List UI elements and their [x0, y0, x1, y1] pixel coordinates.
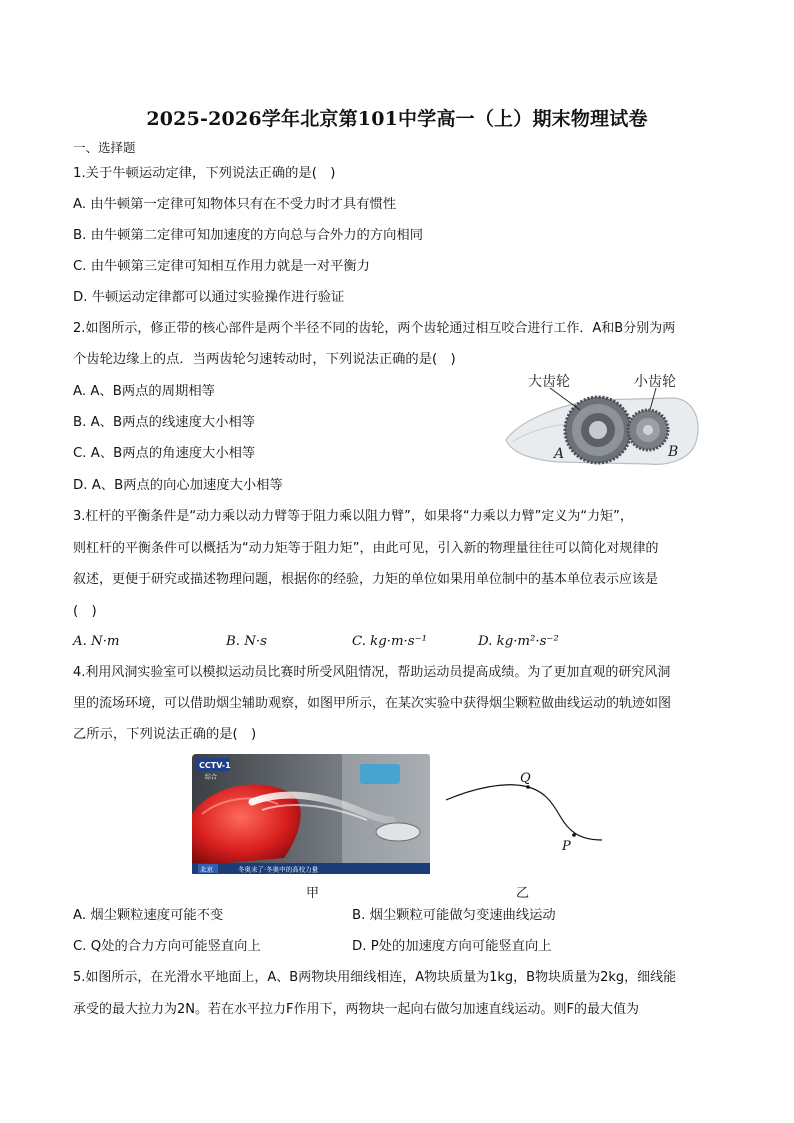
q2-option-b: B. A、B两点的线速度大小相等 — [73, 415, 256, 430]
correction-tape-figure — [498, 362, 708, 474]
q2-option-d: D. A、B两点的向心加速度大小相等 — [73, 478, 283, 493]
point-a-label: A — [554, 446, 565, 462]
cctv-channel: 综合 — [205, 774, 218, 781]
trajectory-curve — [446, 785, 602, 840]
q4-stem-line3: 乙所示，下列说法正确的是( ) — [73, 727, 257, 742]
q1-option-a: A. 由牛顿第一定律可知物体只有在不受力时才具有惯性 — [73, 197, 397, 212]
q3-option-b: B. N·s — [226, 634, 267, 649]
section-heading: 一、选择题 — [73, 140, 136, 155]
q4-option-a: A. 烟尘颗粒速度可能不变 — [73, 908, 224, 923]
small-gear-label: 小齿轮 — [634, 374, 676, 390]
q4-option-c: C. Q处的合力方向可能竖直向上 — [73, 939, 261, 954]
point-b-label: B — [668, 444, 679, 460]
q4-stem-line1: 4.利用风洞实验室可以模拟运动员比赛时所受风阻情况，帮助运动员提高成绩。为了更加直观的研究风洞 — [73, 665, 671, 680]
trajectory-figure — [444, 772, 606, 854]
q3-stem-line4: ( ) — [73, 604, 97, 619]
q3-option-d: D. kg·m²·s⁻² — [478, 634, 559, 649]
q1-option-d: D. 牛顿运动定律都可以通过实验操作进行验证 — [73, 290, 345, 305]
q2-stem-line2: 个齿轮边缘上的点．当两齿轮匀速转动时，下列说法正确的是( ) — [73, 352, 456, 367]
cctv-logo: CCTV-1 — [199, 761, 231, 770]
big-gear-hub — [589, 421, 607, 439]
q4-option-b: B. 烟尘颗粒可能做匀变速曲线运动 — [352, 908, 556, 923]
q3-stem-line2: 则杠杆的平衡条件可以概括为“动力矩等于阻力矩”，由此可见，引入新的物理量往往可以简化对规律的 — [73, 541, 659, 556]
q3-stem-line3: 叙述，更便于研究或描述物理问题，根据你的经验，力矩的单位如果用单位制中的基本单位表示应该是 — [73, 572, 659, 587]
q3-stem-line1: 3.杠杆的平衡条件是“动力乘以动力臂等于阻力乘以阻力臂”，如果将“力乘以力臂”定义为“力矩”， — [73, 509, 633, 524]
city-label: 北京 — [200, 865, 213, 874]
point-p-label: P — [562, 839, 571, 854]
figure-jia-caption: 甲 — [306, 886, 320, 901]
q2-stem-line1: 2.如图所示，修正带的核心部件是两个半径不同的齿轮，两个齿轮通过相互咬合进行工作．A和B分别为两 — [73, 321, 676, 336]
q1-option-b: B. 由牛顿第二定律可知加速度的方向总与合外力的方向相同 — [73, 228, 423, 243]
point-p-dot — [572, 833, 576, 837]
q2-option-a: A. A、B两点的周期相等 — [73, 384, 215, 399]
olympic-badge — [360, 764, 400, 784]
wind-tunnel-photo — [192, 754, 430, 874]
smoke-nozzle — [376, 823, 420, 841]
q3-option-c: C. kg·m·s⁻¹ — [352, 634, 427, 649]
q1-stem: 1.关于牛顿运动定律，下列说法正确的是( ) — [73, 166, 336, 181]
q5-stem-line2: 承受的最大拉力为2N。若在水平拉力F作用下，两物块一起向右做匀加速直线运动。则F的最大值为 — [73, 1002, 639, 1017]
big-gear-label: 大齿轮 — [528, 374, 570, 390]
small-gear-hub — [643, 425, 653, 435]
q2-option-c: C. A、B两点的角速度大小相等 — [73, 446, 256, 461]
q4-option-d: D. P处的加速度方向可能竖直向上 — [352, 939, 552, 954]
q3-option-a: A. N·m — [73, 634, 120, 649]
q1-option-c: C. 由牛顿第三定律可知相互作用力就是一对平衡力 — [73, 259, 370, 274]
page-title: 2025-2026学年北京第101中学高一（上）期末物理试卷 — [146, 108, 648, 130]
q4-stem-line2: 里的流场环境，可以借助烟尘辅助观察，如图甲所示，在某次实验中获得烟尘颗粒做曲线运动的轨迹如图 — [73, 696, 672, 711]
news-caption: 冬奥来了·冬奥中的高校力量 — [238, 865, 319, 874]
point-q-label: Q — [520, 772, 531, 786]
figure-yi-caption: 乙 — [516, 886, 530, 901]
q5-stem-line1: 5.如图所示，在光滑水平地面上，A、B两物块用细线相连，A物块质量为1kg，B物块质量为2kg，细线能 — [73, 970, 677, 985]
